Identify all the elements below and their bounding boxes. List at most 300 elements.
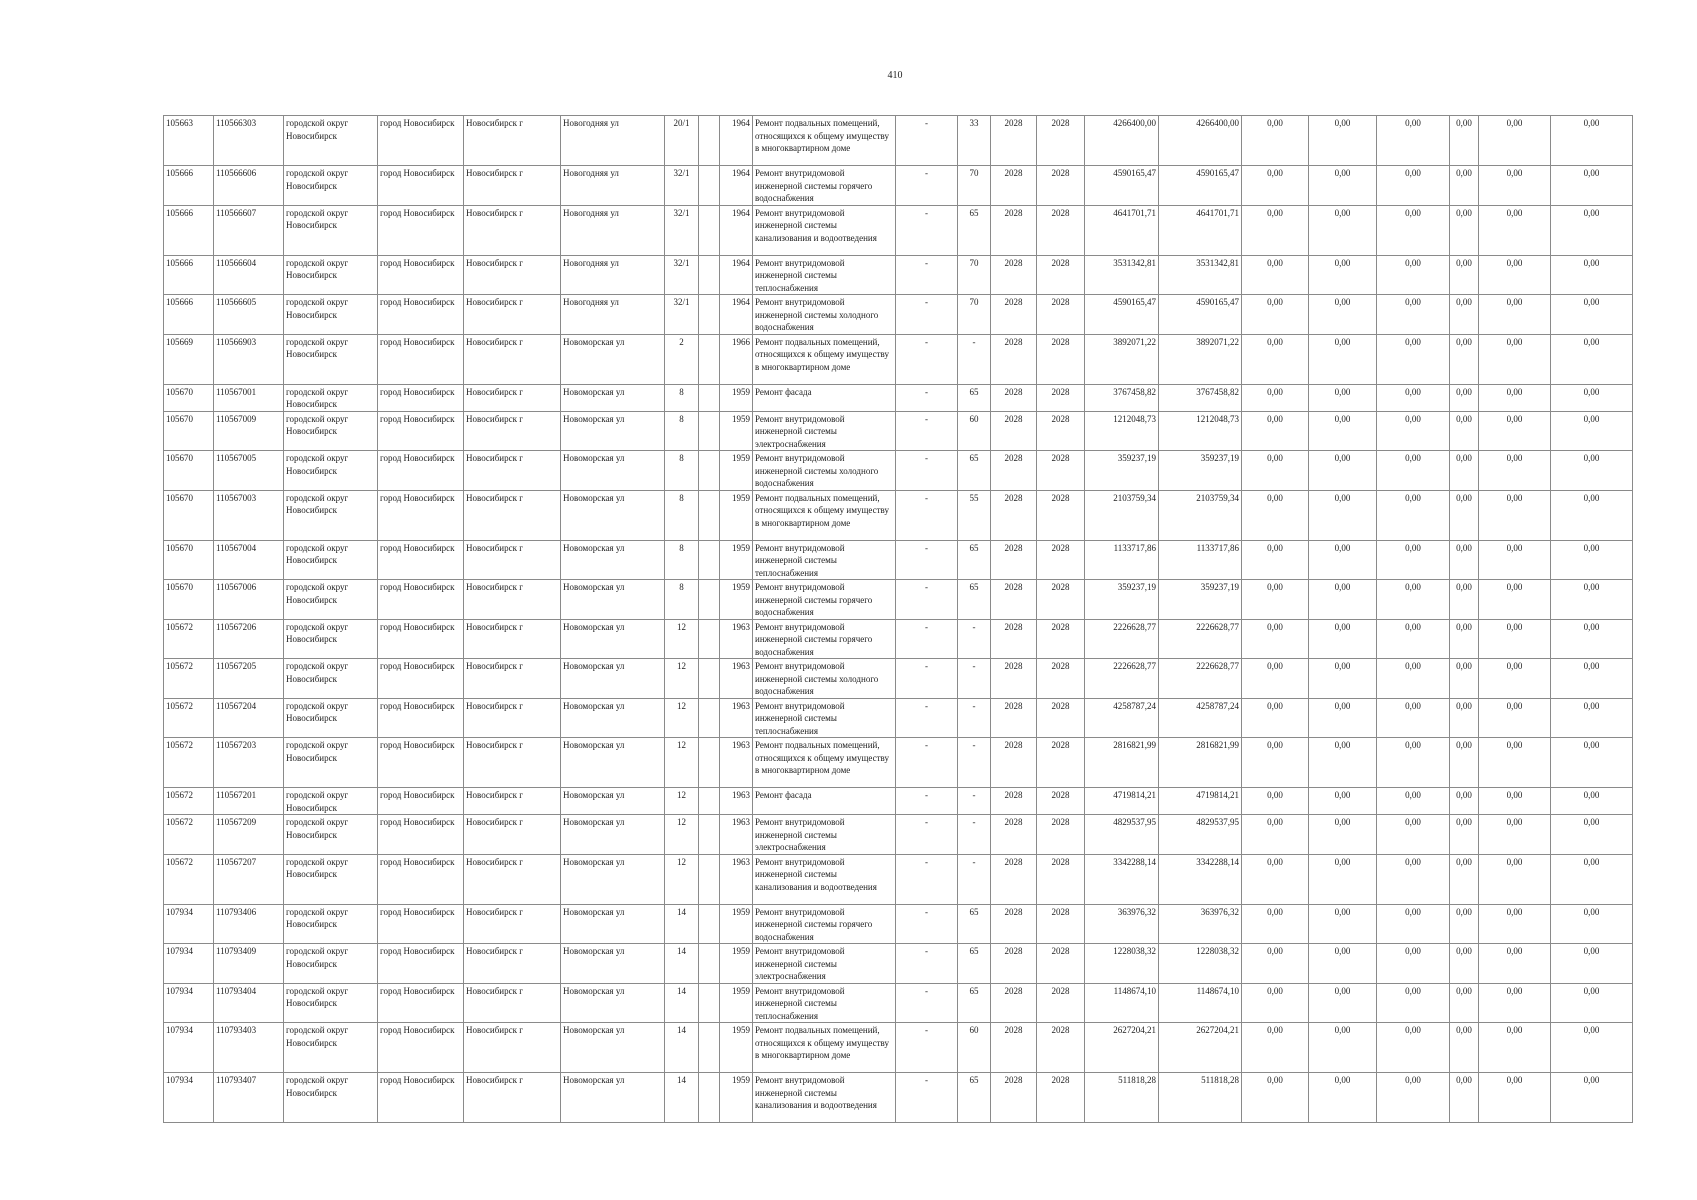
cell-value-1: 0,00 — [1242, 540, 1309, 580]
cell-wear-percent: - — [958, 698, 991, 738]
cell-okrug: городской округ Новосибирск — [284, 490, 378, 540]
cell-house-id: 105672 — [164, 659, 214, 699]
cell-value-6: 0,00 — [1551, 490, 1633, 540]
cell-plan-year-to: 2028 — [1037, 659, 1085, 699]
cell-total-cost: 4829537,95 — [1085, 815, 1159, 855]
cell-value-3: 0,00 — [1377, 854, 1450, 904]
table-row — [164, 904, 1633, 944]
cell-work-code: 110567001 — [214, 384, 284, 411]
cell-amount: 363976,32 — [1159, 904, 1242, 944]
cell-total-cost: 363976,32 — [1085, 904, 1159, 944]
cell-house-number: 32/1 — [665, 166, 699, 206]
cell-value-6: 0,00 — [1551, 411, 1633, 451]
cell-wear-percent: - — [958, 659, 991, 699]
cell-value-2: 0,00 — [1309, 490, 1377, 540]
cell-dash-cell: - — [896, 295, 958, 335]
cell-value-5: 0,00 — [1479, 384, 1551, 411]
cell-amount: 1148674,10 — [1159, 983, 1242, 1023]
cell-plan-year-to: 2028 — [1037, 944, 1085, 984]
cell-value-3: 0,00 — [1377, 944, 1450, 984]
cell-value-2: 0,00 — [1309, 698, 1377, 738]
cell-work-code: 110567201 — [214, 788, 284, 815]
cell-total-cost: 4641701,71 — [1085, 205, 1159, 255]
cell-house-id: 107934 — [164, 983, 214, 1023]
cell-value-3: 0,00 — [1377, 983, 1450, 1023]
cell-work-code: 110567207 — [214, 854, 284, 904]
cell-plan-year-from: 2028 — [991, 904, 1037, 944]
cell-house-number: 8 — [665, 384, 699, 411]
cell-house-id: 105670 — [164, 580, 214, 620]
cell-empty-cell — [699, 205, 720, 255]
cell-city: Новосибирск г — [464, 384, 561, 411]
cell-plan-year-from: 2028 — [991, 944, 1037, 984]
cell-value-2: 0,00 — [1309, 983, 1377, 1023]
cell-house-id: 105663 — [164, 116, 214, 166]
cell-value-4: 0,00 — [1450, 295, 1479, 335]
cell-dash-cell: - — [896, 854, 958, 904]
table-row — [164, 334, 1633, 384]
cell-amount: 4829537,95 — [1159, 815, 1242, 855]
cell-value-4: 0,00 — [1450, 334, 1479, 384]
cell-city: Новосибирск г — [464, 580, 561, 620]
cell-build-year: 1959 — [720, 384, 753, 411]
cell-total-cost: 3531342,81 — [1085, 255, 1159, 295]
cell-street: Новоморская ул — [561, 983, 665, 1023]
cell-total-cost: 511818,28 — [1085, 1073, 1159, 1123]
cell-value-3: 0,00 — [1377, 490, 1450, 540]
cell-amount: 4719814,21 — [1159, 788, 1242, 815]
cell-amount: 359237,19 — [1159, 580, 1242, 620]
cell-plan-year-to: 2028 — [1037, 205, 1085, 255]
cell-work-type: Ремонт внутридомовой инженерной системы горячего водоснабжения — [753, 904, 896, 944]
cell-value-1: 0,00 — [1242, 411, 1309, 451]
cell-okrug: городской округ Новосибирск — [284, 334, 378, 384]
cell-empty-cell — [699, 904, 720, 944]
cell-value-4: 0,00 — [1450, 384, 1479, 411]
cell-total-cost: 1133717,86 — [1085, 540, 1159, 580]
cell-house-number: 12 — [665, 788, 699, 815]
cell-value-3: 0,00 — [1377, 738, 1450, 788]
cell-settlement: город Новосибирск — [378, 944, 464, 984]
cell-amount: 2226628,77 — [1159, 619, 1242, 659]
cell-value-1: 0,00 — [1242, 983, 1309, 1023]
cell-amount: 4266400,00 — [1159, 116, 1242, 166]
cell-street: Новогодняя ул — [561, 166, 665, 206]
cell-value-5: 0,00 — [1479, 540, 1551, 580]
cell-empty-cell — [699, 255, 720, 295]
cell-settlement: город Новосибирск — [378, 983, 464, 1023]
cell-plan-year-to: 2028 — [1037, 255, 1085, 295]
cell-work-code: 110566604 — [214, 255, 284, 295]
cell-work-type: Ремонт внутридомовой инженерной системы канализования и водоотведения — [753, 1073, 896, 1123]
table-row — [164, 166, 1633, 206]
cell-value-3: 0,00 — [1377, 815, 1450, 855]
cell-wear-percent: - — [958, 738, 991, 788]
cell-plan-year-to: 2028 — [1037, 983, 1085, 1023]
cell-house-number: 12 — [665, 619, 699, 659]
cell-dash-cell: - — [896, 205, 958, 255]
cell-work-code: 110793403 — [214, 1023, 284, 1073]
page-number: 410 — [887, 70, 903, 81]
cell-okrug: городской округ Новосибирск — [284, 580, 378, 620]
cell-okrug: городской округ Новосибирск — [284, 983, 378, 1023]
cell-work-code: 110567006 — [214, 580, 284, 620]
cell-work-type: Ремонт внутридомовой инженерной системы канализования и водоотведения — [753, 205, 896, 255]
cell-value-2: 0,00 — [1309, 295, 1377, 335]
cell-total-cost: 4258787,24 — [1085, 698, 1159, 738]
cell-amount: 359237,19 — [1159, 451, 1242, 491]
cell-value-4: 0,00 — [1450, 983, 1479, 1023]
cell-plan-year-to: 2028 — [1037, 698, 1085, 738]
cell-build-year: 1959 — [720, 451, 753, 491]
cell-value-4: 0,00 — [1450, 540, 1479, 580]
cell-build-year: 1963 — [720, 659, 753, 699]
cell-house-number: 12 — [665, 659, 699, 699]
cell-wear-percent: 65 — [958, 1073, 991, 1123]
cell-okrug: городской округ Новосибирск — [284, 384, 378, 411]
cell-city: Новосибирск г — [464, 983, 561, 1023]
cell-plan-year-to: 2028 — [1037, 540, 1085, 580]
cell-work-code: 110567205 — [214, 659, 284, 699]
cell-value-2: 0,00 — [1309, 166, 1377, 206]
cell-house-id: 105670 — [164, 490, 214, 540]
cell-street: Новоморская ул — [561, 334, 665, 384]
cell-total-cost: 3767458,82 — [1085, 384, 1159, 411]
cell-work-code: 110793407 — [214, 1073, 284, 1123]
cell-value-6: 0,00 — [1551, 166, 1633, 206]
cell-empty-cell — [699, 619, 720, 659]
cell-okrug: городской округ Новосибирск — [284, 1073, 378, 1123]
cell-value-1: 0,00 — [1242, 490, 1309, 540]
table-row — [164, 944, 1633, 984]
cell-value-1: 0,00 — [1242, 944, 1309, 984]
cell-work-type: Ремонт внутридомовой инженерной системы холодного водоснабжения — [753, 295, 896, 335]
cell-wear-percent: 55 — [958, 490, 991, 540]
cell-house-id: 107934 — [164, 1073, 214, 1123]
cell-value-6: 0,00 — [1551, 255, 1633, 295]
table-row — [164, 295, 1633, 335]
cell-value-1: 0,00 — [1242, 659, 1309, 699]
table-row — [164, 619, 1633, 659]
cell-city: Новосибирск г — [464, 815, 561, 855]
cell-street: Новоморская ул — [561, 944, 665, 984]
cell-value-5: 0,00 — [1479, 166, 1551, 206]
cell-plan-year-to: 2028 — [1037, 904, 1085, 944]
cell-build-year: 1964 — [720, 205, 753, 255]
cell-wear-percent: 65 — [958, 205, 991, 255]
cell-house-number: 32/1 — [665, 255, 699, 295]
table-row — [164, 255, 1633, 295]
cell-amount: 2627204,21 — [1159, 1023, 1242, 1073]
table-row — [164, 815, 1633, 855]
cell-value-3: 0,00 — [1377, 540, 1450, 580]
cell-build-year: 1964 — [720, 295, 753, 335]
cell-work-type: Ремонт внутридомовой инженерной системы холодного водоснабжения — [753, 451, 896, 491]
cell-value-6: 0,00 — [1551, 540, 1633, 580]
cell-value-6: 0,00 — [1551, 580, 1633, 620]
cell-amount: 4258787,24 — [1159, 698, 1242, 738]
cell-work-code: 110793409 — [214, 944, 284, 984]
cell-value-1: 0,00 — [1242, 854, 1309, 904]
cell-value-1: 0,00 — [1242, 295, 1309, 335]
cell-empty-cell — [699, 490, 720, 540]
cell-total-cost: 4590165,47 — [1085, 295, 1159, 335]
cell-plan-year-from: 2028 — [991, 166, 1037, 206]
cell-value-2: 0,00 — [1309, 411, 1377, 451]
cell-wear-percent: - — [958, 334, 991, 384]
cell-plan-year-to: 2028 — [1037, 619, 1085, 659]
cell-wear-percent: 70 — [958, 295, 991, 335]
cell-value-5: 0,00 — [1479, 1023, 1551, 1073]
cell-work-code: 110567004 — [214, 540, 284, 580]
table-row — [164, 698, 1633, 738]
cell-value-4: 0,00 — [1450, 788, 1479, 815]
cell-plan-year-to: 2028 — [1037, 384, 1085, 411]
cell-dash-cell: - — [896, 619, 958, 659]
cell-settlement: город Новосибирск — [378, 166, 464, 206]
cell-value-2: 0,00 — [1309, 944, 1377, 984]
cell-value-4: 0,00 — [1450, 580, 1479, 620]
cell-street: Новоморская ул — [561, 904, 665, 944]
cell-build-year: 1959 — [720, 904, 753, 944]
cell-total-cost: 1212048,73 — [1085, 411, 1159, 451]
table-row — [164, 659, 1633, 699]
cell-house-id: 105666 — [164, 255, 214, 295]
cell-value-1: 0,00 — [1242, 384, 1309, 411]
cell-settlement: город Новосибирск — [378, 659, 464, 699]
cell-build-year: 1963 — [720, 854, 753, 904]
cell-work-code: 110567203 — [214, 738, 284, 788]
cell-house-number: 8 — [665, 451, 699, 491]
cell-value-4: 0,00 — [1450, 490, 1479, 540]
cell-plan-year-to: 2028 — [1037, 411, 1085, 451]
cell-dash-cell: - — [896, 1023, 958, 1073]
cell-dash-cell: - — [896, 788, 958, 815]
cell-value-4: 0,00 — [1450, 411, 1479, 451]
cell-wear-percent: 65 — [958, 540, 991, 580]
cell-city: Новосибирск г — [464, 540, 561, 580]
cell-value-6: 0,00 — [1551, 384, 1633, 411]
cell-work-type: Ремонт фасада — [753, 384, 896, 411]
cell-city: Новосибирск г — [464, 451, 561, 491]
cell-value-5: 0,00 — [1479, 904, 1551, 944]
cell-value-1: 0,00 — [1242, 205, 1309, 255]
cell-value-3: 0,00 — [1377, 659, 1450, 699]
cell-value-6: 0,00 — [1551, 788, 1633, 815]
cell-plan-year-from: 2028 — [991, 205, 1037, 255]
cell-amount: 1212048,73 — [1159, 411, 1242, 451]
cell-value-4: 0,00 — [1450, 255, 1479, 295]
cell-amount: 4590165,47 — [1159, 295, 1242, 335]
cell-value-5: 0,00 — [1479, 451, 1551, 491]
cell-total-cost: 359237,19 — [1085, 580, 1159, 620]
cell-house-id: 107934 — [164, 904, 214, 944]
cell-work-type: Ремонт подвальных помещений, относящихся к общему имуществу в многоквартирном доме — [753, 116, 896, 166]
cell-value-2: 0,00 — [1309, 619, 1377, 659]
cell-amount: 3892071,22 — [1159, 334, 1242, 384]
cell-build-year: 1964 — [720, 255, 753, 295]
cell-street: Новоморская ул — [561, 854, 665, 904]
cell-house-id: 105670 — [164, 540, 214, 580]
cell-work-code: 110567206 — [214, 619, 284, 659]
cell-build-year: 1964 — [720, 116, 753, 166]
cell-amount: 511818,28 — [1159, 1073, 1242, 1123]
cell-empty-cell — [699, 1023, 720, 1073]
cell-plan-year-from: 2028 — [991, 580, 1037, 620]
cell-value-5: 0,00 — [1479, 659, 1551, 699]
cell-street: Новоморская ул — [561, 540, 665, 580]
cell-okrug: городской округ Новосибирск — [284, 116, 378, 166]
cell-house-number: 32/1 — [665, 295, 699, 335]
cell-work-code: 110566605 — [214, 295, 284, 335]
cell-value-5: 0,00 — [1479, 334, 1551, 384]
cell-settlement: город Новосибирск — [378, 698, 464, 738]
table-row — [164, 116, 1633, 166]
cell-empty-cell — [699, 698, 720, 738]
cell-settlement: город Новосибирск — [378, 116, 464, 166]
cell-street: Новоморская ул — [561, 1023, 665, 1073]
cell-amount: 3531342,81 — [1159, 255, 1242, 295]
cell-work-type: Ремонт подвальных помещений, относящихся к общему имуществу в многоквартирном доме — [753, 738, 896, 788]
cell-wear-percent: 60 — [958, 411, 991, 451]
cell-wear-percent: - — [958, 854, 991, 904]
cell-plan-year-from: 2028 — [991, 295, 1037, 335]
cell-plan-year-from: 2028 — [991, 411, 1037, 451]
cell-value-3: 0,00 — [1377, 205, 1450, 255]
table-row — [164, 738, 1633, 788]
cell-value-2: 0,00 — [1309, 255, 1377, 295]
cell-settlement: город Новосибирск — [378, 451, 464, 491]
cell-okrug: городской округ Новосибирск — [284, 619, 378, 659]
cell-okrug: городской округ Новосибирск — [284, 540, 378, 580]
repair-program-table — [163, 115, 1633, 1123]
cell-okrug: городской округ Новосибирск — [284, 659, 378, 699]
table-row — [164, 540, 1633, 580]
cell-value-6: 0,00 — [1551, 1023, 1633, 1073]
cell-value-3: 0,00 — [1377, 116, 1450, 166]
cell-value-6: 0,00 — [1551, 815, 1633, 855]
cell-settlement: город Новосибирск — [378, 411, 464, 451]
cell-house-id: 107934 — [164, 1023, 214, 1073]
cell-plan-year-from: 2028 — [991, 815, 1037, 855]
cell-value-3: 0,00 — [1377, 451, 1450, 491]
cell-value-5: 0,00 — [1479, 255, 1551, 295]
cell-dash-cell: - — [896, 255, 958, 295]
cell-work-code: 110567005 — [214, 451, 284, 491]
cell-build-year: 1964 — [720, 166, 753, 206]
cell-value-1: 0,00 — [1242, 1073, 1309, 1123]
cell-value-2: 0,00 — [1309, 738, 1377, 788]
cell-dash-cell: - — [896, 738, 958, 788]
cell-empty-cell — [699, 334, 720, 384]
cell-amount: 2816821,99 — [1159, 738, 1242, 788]
cell-value-5: 0,00 — [1479, 116, 1551, 166]
cell-work-type: Ремонт подвальных помещений, относящихся к общему имуществу в многоквартирном доме — [753, 490, 896, 540]
cell-plan-year-from: 2028 — [991, 659, 1037, 699]
cell-value-2: 0,00 — [1309, 540, 1377, 580]
cell-value-2: 0,00 — [1309, 904, 1377, 944]
cell-work-code: 110567209 — [214, 815, 284, 855]
cell-build-year: 1963 — [720, 815, 753, 855]
cell-dash-cell: - — [896, 166, 958, 206]
cell-work-type: Ремонт внутридомовой инженерной системы горячего водоснабжения — [753, 619, 896, 659]
cell-okrug: городской округ Новосибирск — [284, 295, 378, 335]
cell-settlement: город Новосибирск — [378, 1023, 464, 1073]
cell-okrug: городской округ Новосибирск — [284, 166, 378, 206]
cell-settlement: город Новосибирск — [378, 255, 464, 295]
cell-build-year: 1963 — [720, 698, 753, 738]
cell-total-cost: 4719814,21 — [1085, 788, 1159, 815]
cell-build-year: 1959 — [720, 944, 753, 984]
cell-build-year: 1966 — [720, 334, 753, 384]
cell-value-5: 0,00 — [1479, 205, 1551, 255]
cell-value-5: 0,00 — [1479, 815, 1551, 855]
table-row — [164, 451, 1633, 491]
cell-empty-cell — [699, 983, 720, 1023]
cell-city: Новосибирск г — [464, 854, 561, 904]
cell-value-1: 0,00 — [1242, 580, 1309, 620]
cell-value-1: 0,00 — [1242, 619, 1309, 659]
cell-amount: 1133717,86 — [1159, 540, 1242, 580]
cell-total-cost: 2103759,34 — [1085, 490, 1159, 540]
cell-plan-year-from: 2028 — [991, 738, 1037, 788]
table-row — [164, 580, 1633, 620]
cell-settlement: город Новосибирск — [378, 490, 464, 540]
cell-value-4: 0,00 — [1450, 944, 1479, 984]
cell-value-5: 0,00 — [1479, 295, 1551, 335]
cell-dash-cell: - — [896, 944, 958, 984]
cell-value-5: 0,00 — [1479, 411, 1551, 451]
cell-city: Новосибирск г — [464, 255, 561, 295]
cell-value-3: 0,00 — [1377, 619, 1450, 659]
cell-build-year: 1963 — [720, 738, 753, 788]
table-row — [164, 788, 1633, 815]
cell-value-1: 0,00 — [1242, 788, 1309, 815]
table-row — [164, 490, 1633, 540]
cell-house-id: 105672 — [164, 619, 214, 659]
cell-house-number: 32/1 — [665, 205, 699, 255]
cell-street: Новогодняя ул — [561, 255, 665, 295]
cell-value-5: 0,00 — [1479, 619, 1551, 659]
table-row — [164, 1023, 1633, 1073]
cell-plan-year-to: 2028 — [1037, 166, 1085, 206]
cell-amount: 3767458,82 — [1159, 384, 1242, 411]
cell-empty-cell — [699, 384, 720, 411]
cell-value-6: 0,00 — [1551, 983, 1633, 1023]
cell-work-code: 110567003 — [214, 490, 284, 540]
cell-build-year: 1963 — [720, 788, 753, 815]
cell-value-3: 0,00 — [1377, 295, 1450, 335]
cell-value-2: 0,00 — [1309, 451, 1377, 491]
cell-amount: 4641701,71 — [1159, 205, 1242, 255]
cell-value-1: 0,00 — [1242, 116, 1309, 166]
cell-city: Новосибирск г — [464, 698, 561, 738]
table-row — [164, 983, 1633, 1023]
cell-settlement: город Новосибирск — [378, 384, 464, 411]
cell-value-4: 0,00 — [1450, 659, 1479, 699]
cell-city: Новосибирск г — [464, 1023, 561, 1073]
cell-value-6: 0,00 — [1551, 854, 1633, 904]
cell-work-type: Ремонт подвальных помещений, относящихся к общему имуществу в многоквартирном доме — [753, 334, 896, 384]
cell-city: Новосибирск г — [464, 166, 561, 206]
cell-value-3: 0,00 — [1377, 334, 1450, 384]
cell-value-3: 0,00 — [1377, 788, 1450, 815]
cell-plan-year-from: 2028 — [991, 854, 1037, 904]
cell-plan-year-from: 2028 — [991, 983, 1037, 1023]
cell-value-5: 0,00 — [1479, 738, 1551, 788]
cell-okrug: городской округ Новосибирск — [284, 854, 378, 904]
cell-city: Новосибирск г — [464, 1073, 561, 1123]
